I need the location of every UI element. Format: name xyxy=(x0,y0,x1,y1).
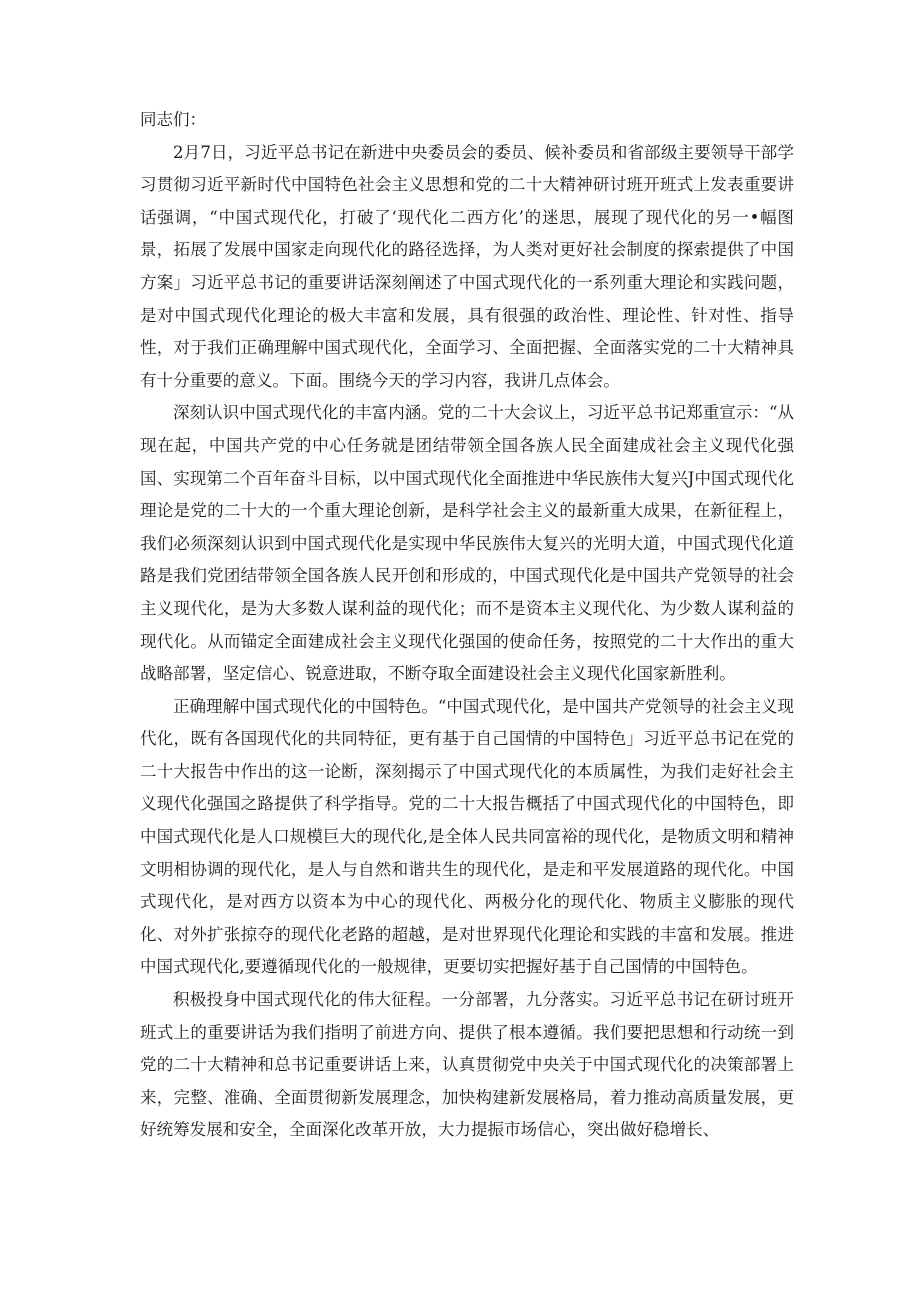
paragraph-journey: 积极投身中国式现代化的伟大征程。一分部署，九分落实。习近平总书记在研讨班开班式上的重要讲话为我们指明了前进方向、提供了根本遵循。我们要把思想和行动统一到党的二十大精神和总书记重要讲话上来，认真贯彻党中央关于中国式现代化的决策部署上来，完整、准确、全面贯彻新发展理念，加快构建新发展格局，着力推动高质量发展，更好统筹发展和安全，全面深化改革开放，大力提振市场信心，突出做好稳增长、 xyxy=(140,990,794,1140)
paragraph-connotation: 深刻认识中国式现代化的丰富内涵。党的二十大会议上，习近平总书记郑重宣示：“从现在起，中国共产党的中心任务就是团结带领全国各族人民全面建成社会主义现代化强国、实现第二个百年奋斗目标，以中国式现代化全面推进中华民族伟大复兴J中国式现代化理论是党的二十大的一个重大理论创新，是科学社会主义的最新重大成果，在新征程上，我们必须深刻认识到中国式现代化是实现中华民族伟大复兴的光明大道，中国式现代化道路是我们党团结带领全国各族人民开创和形成的，中国式现代化是中国共产党领导的社会主义现代化，是为大多数人谋利益的现代化；而不是资本主义现代化、为少数人谋利益的现代化。从而锚定全面建成社会主义现代化强国的使命任务，按照党的二十大作出的重大战略部署，坚定信心、锐意进取，不断夺取全面建设社会主义现代化国家新胜利。 xyxy=(140,403,794,684)
paragraph-characteristics: 正确理解中国式现代化的中国特色。“中国式现代化，是中国共产党领导的社会主义现代化，既有各国现代化的共同特征，更有基于自己国情的中国特色」习近平总书记在党的二十大报告中作出的这一论断，深刻揭示了中国式现代化的本质属性，为我们走好社会主义现代化强国之路提供了科学指导。党的二十大报告概括了中国式现代化的中国特色，即中国式现代化是人口规模巨大的现代化,是全体人民共同富裕的现代化，是物质文明和精神文明相协调的现代化，是人与自然和谐共生的现代化，是走和平发展道路的现代化。中国式现代化，是对西方以资本为中心的现代化、两极分化的现代化、物质主义膨胀的现代化、对外扩张掠夺的现代化老路的超越，是对世界现代化理论和实践的丰富和发展。推进中国式现代化,要遵循现代化的一般规律，更要切实把握好基于自己国情的中国特色。 xyxy=(140,696,794,977)
document-page xyxy=(140,104,794,1147)
paragraph-intro: 2月7日，习近平总书记在新进中央委员会的委员、候补委员和省部级主要领导干部学习贯彻习近平新时代中国特色社会主义思想和党的二十大精神研讨班开班式上发表重要讲话强调，“中国式现代化，打破了‘现代化二西方化’的迷思，展现了现代化的另一•幅图景，拓展了发展中国家走向现代化的路径选择，为人类对更好社会制度的探索提供了中国方案」习近平总书记的重要讲话深刻阐述了中国式现代化的一系列重大理论和实践问题，是对中国式现代化理论的极大丰富和发展，具有很强的政治性、理论性、针对性、指导性，对于我们正确理解中国式现代化，全面学习、全面把握、全面落实党的二十大精神具有十分重要的意义。下面。围绕今天的学习内容，我讲几点体会。 xyxy=(140,142,794,390)
salutation: 同志们： xyxy=(140,110,206,129)
